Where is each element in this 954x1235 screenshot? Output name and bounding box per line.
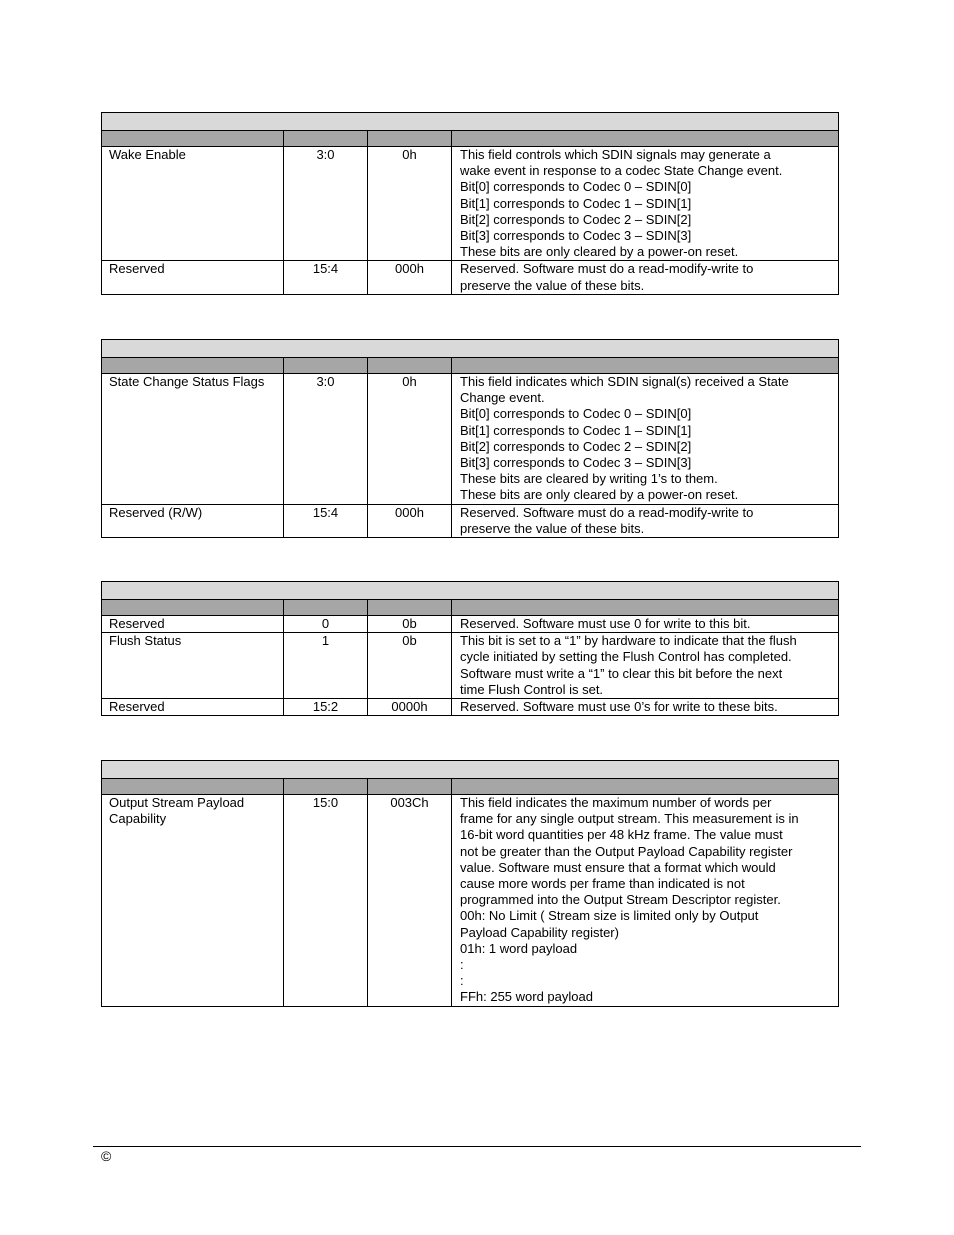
description-line: Bit[2] corresponds to Codec 2 – SDIN[2] xyxy=(460,438,692,454)
description-line: Reserved. Software must use 0 for write to this bit. xyxy=(460,616,751,631)
field-name: Flush Status xyxy=(102,633,284,699)
field-default: 0h xyxy=(368,374,452,505)
table-header-row xyxy=(102,779,839,795)
field-description xyxy=(452,633,839,699)
description-line: Bit[3] corresponds to Codec 3 – SDIN[3] xyxy=(460,228,692,244)
field-bits: 15:0 xyxy=(284,795,368,1007)
table-row xyxy=(102,795,839,1007)
table-title-bar xyxy=(102,113,839,131)
description-line: These bits are only cleared by a power-on reset. xyxy=(460,487,739,503)
field-bits: 1 xyxy=(284,633,368,699)
description-line: preserve the value of these bits. xyxy=(460,277,645,293)
footer-divider xyxy=(93,1146,861,1147)
description-line: : xyxy=(460,973,464,989)
field-bits: 15:4 xyxy=(284,261,368,294)
field-default: 0000h xyxy=(368,699,452,716)
field-name: Reserved xyxy=(102,261,284,294)
description-line: programmed into the Output Stream Descriptor register. xyxy=(460,892,781,908)
description-line: Bit[0] corresponds to Codec 0 – SDIN[0] xyxy=(460,179,692,195)
description-line: Bit[2] corresponds to Codec 2 – SDIN[2] xyxy=(460,211,692,227)
table-title-bar xyxy=(102,340,839,358)
description-line: Reserved. Software must do a read-modify-write to xyxy=(460,505,754,520)
table-row xyxy=(102,261,839,294)
table-title-bar xyxy=(102,582,839,600)
description-line: This field indicates the maximum number of words per xyxy=(460,795,772,810)
description-line: Payload Capability register) xyxy=(460,924,619,940)
description-line: wake event in response to a codec State Change event. xyxy=(460,163,783,179)
field-default: 0h xyxy=(368,147,452,261)
description-line: cycle initiated by setting the Flush Control has completed. xyxy=(460,649,792,665)
register-table-flush-status xyxy=(101,581,839,716)
register-table-output-stream-payload xyxy=(101,760,839,1007)
description-line: This field controls which SDIN signals may generate a xyxy=(460,147,771,162)
description-line: 00h: No Limit ( Stream size is limited only by Output xyxy=(460,908,759,924)
field-default: 000h xyxy=(368,505,452,538)
description-line: Reserved. Software must do a read-modify-write to xyxy=(460,261,754,277)
field-bits: 15:4 xyxy=(284,505,368,538)
description-line: Change event. xyxy=(460,390,545,406)
description-line: Bit[3] corresponds to Codec 3 – SDIN[3] xyxy=(460,455,692,471)
table-row xyxy=(102,374,839,505)
field-description xyxy=(452,505,839,538)
field-default: 003Ch xyxy=(368,795,452,1007)
field-description xyxy=(452,374,839,505)
description-line: 16-bit word quantities per 48 kHz frame. The value must xyxy=(460,827,783,843)
field-name: Reserved xyxy=(102,616,284,633)
field-description xyxy=(452,795,839,1007)
description-line: preserve the value of these bits. xyxy=(460,521,645,537)
table-header-row xyxy=(102,131,839,147)
table-row xyxy=(102,616,839,633)
field-default: 0b xyxy=(368,616,452,633)
field-bits: 3:0 xyxy=(284,147,368,261)
description-line: time Flush Control is set. xyxy=(460,681,604,697)
description-line: FFh: 255 word payload xyxy=(460,989,593,1005)
description-line: Software must write a “1” to clear this bit before the next xyxy=(460,665,783,681)
table-row xyxy=(102,147,839,261)
description-line: cause more words per frame than indicated is not xyxy=(460,876,745,892)
field-bits: 15:2 xyxy=(284,699,368,716)
field-description xyxy=(452,699,839,716)
description-line: frame for any single output stream. This measurement is in xyxy=(460,811,799,827)
description-line: This field indicates which SDIN signal(s) received a State xyxy=(460,374,789,389)
table-row xyxy=(102,505,839,538)
table-row xyxy=(102,699,839,716)
field-name: State Change Status Flags xyxy=(102,374,284,505)
field-bits: 0 xyxy=(284,616,368,633)
field-name: Output Stream Payload Capability xyxy=(102,795,284,1007)
field-name: Reserved (R/W) xyxy=(102,505,284,538)
description-line: These bits are cleared by writing 1’s to them. xyxy=(460,471,718,487)
field-name: Reserved xyxy=(102,699,284,716)
table-header-row xyxy=(102,358,839,374)
table-header-row xyxy=(102,600,839,616)
field-description xyxy=(452,147,839,261)
description-line: These bits are only cleared by a power-on reset. xyxy=(460,244,739,260)
description-line: value. Software must ensure that a format which would xyxy=(460,859,776,875)
description-line: This bit is set to a “1” by hardware to indicate that the flush xyxy=(460,633,797,649)
field-bits: 3:0 xyxy=(284,374,368,505)
field-description xyxy=(452,616,839,633)
table-title-bar xyxy=(102,761,839,779)
field-name: Wake Enable xyxy=(102,147,284,261)
field-default: 0b xyxy=(368,633,452,699)
footer-copyright: © xyxy=(101,1148,112,1164)
description-line: Bit[1] corresponds to Codec 1 – SDIN[1] xyxy=(460,195,692,211)
field-default: 000h xyxy=(368,261,452,294)
description-line: Reserved. Software must use 0’s for write to these bits. xyxy=(460,699,778,715)
field-description xyxy=(452,261,839,294)
description-line: Bit[1] corresponds to Codec 1 – SDIN[1] xyxy=(460,422,692,438)
description-line: Bit[0] corresponds to Codec 0 – SDIN[0] xyxy=(460,406,692,422)
description-line: : xyxy=(460,957,464,973)
table-row xyxy=(102,633,839,699)
description-line: 01h: 1 word payload xyxy=(460,940,578,956)
register-table-state-change-status xyxy=(101,339,839,538)
description-line: not be greater than the Output Payload Capability register xyxy=(460,843,793,859)
register-table-wake-enable xyxy=(101,112,839,295)
